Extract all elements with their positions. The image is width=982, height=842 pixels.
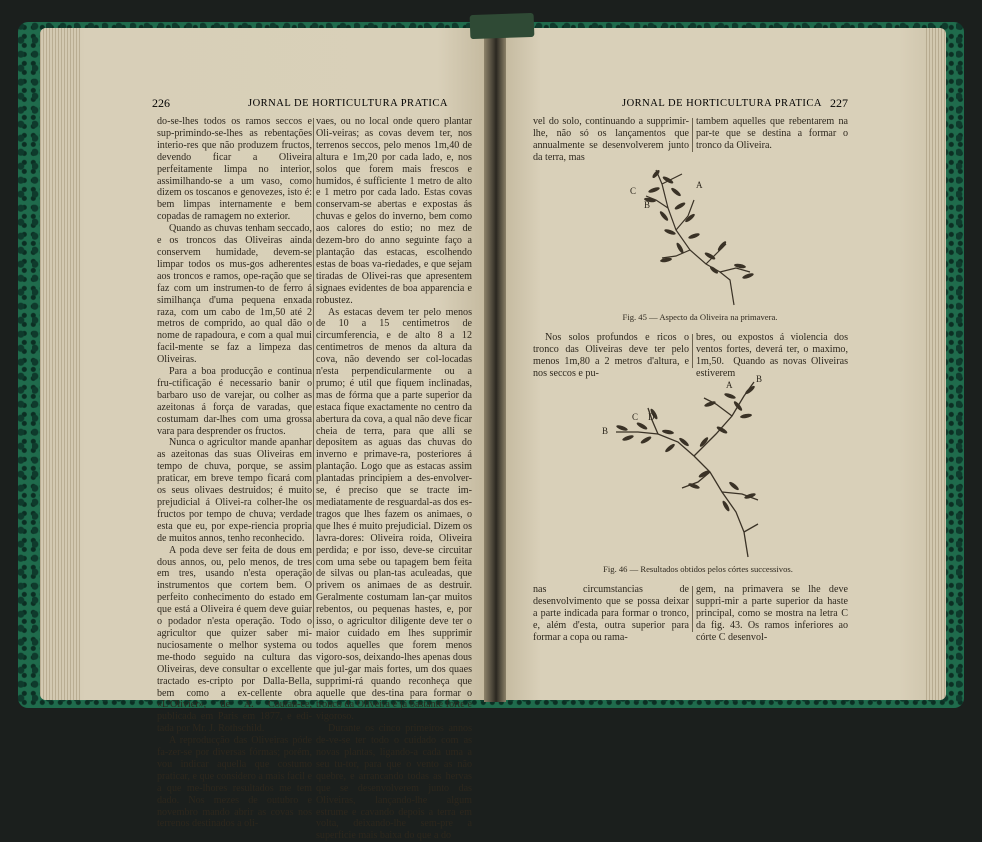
figure-letter: C	[630, 186, 637, 196]
paragraph: gem, na primavera se lhe deve suppri-mir a parte superior da haste principal, como se mostra na letra C da fig. 43. Os ramos inferiores ao córte C desenvol-	[696, 584, 848, 643]
page-number-left: 226	[152, 96, 170, 110]
figure-letter: C	[632, 412, 639, 422]
paragraph: Durante os cinco primeiros annos de-ve-se ter todo o cuidado com as novas plantas, ligando-a cada uma a seu tu-tor, para que o vento as não quebre, e arrancando todas as hervas que se desenvolverem junto das Oliveiras, lançando-lhe algum estrume e cavando depois a terra em volta, deixando-lhe sem-pre a superficie mais baixa do que a do	[316, 723, 472, 842]
paragraph: vaes, ou no local onde quero plantar Oli-veiras; as covas devem ter, nos terrenos seccos, pelo menos 1m,40 de altura e 1m,20 por cada lado, e, nos solos que forem mais frescos e humidos, é sufficiente 1 metro de alto e 1 metro por cada lado. Estas covas conservam-se abertas e expostas ás chuvas e gelos do inverno, bem como aos calores do estio; no mez de dezem-bro do anno seguinte faço a plantação das estacas, escolhendo estas de boas va-riedades, e que sejam tiradas de Olivei-ras que apresentem signaes evidentes de boa apparencia e robustez.	[316, 116, 472, 306]
left-column-1	[157, 116, 312, 830]
paragraph: A poda deve ser feita de dous em dous annos, ou, pelo menos, de tres em tres, usando n'esta operação instrumentos que cortem bem. O perfeito conhecimento do estado em que está a Oliveira é quem deve guiar o podador n'esta operação. Todo o agricultor que quizer saber mi-nuciosamente o melhor systema ou me-thodo seguido na cultura das Oliveiras, deve consultar o excellente tractado es-cripto por Dalla-Bella, bem como a ex-cellente obra «L'Olivier», de A. Coutan-ce, publicada em Paris em 1877, e edi-tada por Mr. J. Rothschild.	[157, 544, 312, 735]
figure-letter: B	[756, 374, 763, 384]
bookmark-ribbon	[470, 13, 535, 39]
page-number-right: 227	[830, 96, 848, 110]
column-divider	[692, 118, 693, 152]
figure-letter: B	[602, 426, 609, 436]
right-bottom-column-2	[696, 584, 848, 644]
right-top-column-1	[533, 116, 689, 164]
running-header-left: JORNAL DE HORTICULTURA PRATICA	[248, 98, 448, 109]
paragraph: vel do solo, continuando a supprimir-lhe, não só os lançamentos que annualmente se desenvolverem junto da terra, mas	[533, 116, 689, 163]
paragraph: As estacas devem ter pelo menos de 10 a 15 centimetros de circumferencia, e de alto 8 a 12 centimetros de menos da altura da cova, não devendo ser col-locadas n'esta perpendicularmente ou a prumo; é util que fiquem inclinadas, mas de fórma que a parte superior da estaca fique exactamente no centro da abertura da cova, a qual não deve ficar cheia de terra, para que alli se depositem as aguas das chuvas do inverno e primave-ra, posteriores á plantação. Logo que as estacas assim plantadas principiem a des-envolver-se, é preciso que se tracte im-mediatamente de resguardal-as dos es-tragos que lhes fazem os animaes, o que lhes é muito prejudicial. Dizem os lavra-dores: Oliveira roida, Oliveira perdida; e por isso, deve-se circuitar com uma sebe ou tapagem bem feita de silvas ou plan-tas aculeadas, que privem os animaes de as destruir. Geralmente costumam lan-çar muitos rebentos, ou pequenas hastes, e, por isso, o agricultor diligente deve ter o maior cuidado em lhes supprimir todos aquelles que forem menos vigoro-sos, deixando-lhes apenas dous que jul-gar mais fortes, um dos quaes supprimi-rá quando reconheça que aquelle que des-tina para formar o tronco da Oliveira é já bastante forte e vigoroso.	[316, 306, 472, 723]
figure-letter: A	[726, 380, 733, 390]
paragraph: do-se-lhes todos os ramos seccos e sup-primindo-se-lhes as rebentações interio-res que não produzem fructos, devendo ficar a Oliveira perfeitamente limpa no interior, assimilhando-se a um vaso, como dizem os toscanos e genovezes, isto é: bem limpas internamente e bem copadas de ramagem no exterior.	[157, 116, 312, 223]
paragraph: Quando as chuvas tenham seccado, e os troncos das Oliveiras ainda conservem humidade, devem-se limpar todos os mus-gos adherentes aos troncos e ramos, ope-ração que se faz com um instrumen-to de ferro á similhança d'uma pequena enxada raza, com um cabo de 1m,50 até 2 metros de comprido, ao qual dão o nome de rapadoura, e com a qual mui facil-mente se faz a limpeza das Oliveiras.	[157, 223, 312, 366]
right-bottom-column-1	[533, 584, 689, 644]
paragraph: Nos solos profundos e ricos o tronco das Oliveiras deve ter pelo menos 1m,80 a 2 metros d'altura, e nos seccos e pu-	[533, 332, 689, 379]
column-divider	[692, 334, 693, 368]
paragraph: Para a boa producção e continua fru-ctificação é necessario banir o barbaro uso de varejar, ou colher as azeitonas á força de varadas, que costumam dar-lhes com uma grossa vara para desprender os fructos.	[157, 366, 312, 437]
figure-letter: A	[696, 180, 703, 190]
paragraph: Nunca o agricultor mande apanhar as azeitonas das suas Oliveiras em tempo de chuva, porque, se assim praticar, em breve tempo ficará com os seus olivaes destruidos; é muito prejudicial á Olivei-ra colher-lhe os fructos por tempo de chuva; verdade esta que eu, por expe-riencia propria de muitos annos, tenho reconhecido.	[157, 437, 312, 544]
running-header-right: JORNAL DE HORTICULTURA PRATICA	[622, 98, 822, 109]
figure-letter: B	[644, 200, 651, 210]
figure-46-caption: Fig. 46 — Resultados obtidos pelos córtes successivos.	[603, 564, 793, 574]
paragraph: bres, ou expostos á violencia dos ventos fortes, deverá ter, o maximo, 1m,50. Quando as novas Oliveiras estiverem	[696, 332, 848, 379]
right-top-column-2	[696, 116, 848, 152]
paragraph: A reproducção das Oliveiras póde fa-zer-se por diversas fórmas; porém, vou indicar aquella que costumo praticar, e que considero a mais facil e a que me-lhores resultados me tem dado. Nos mezes de outubro e novembro mando abrir as covas nos terrenos destinados a oli-	[157, 735, 312, 830]
column-divider	[692, 586, 693, 632]
page-edges-right	[926, 28, 946, 700]
paragraph: nas circumstancias de desenvolvimento que se possa deixar a parte indicada para formar o tronco, e, além d'esta, outra superior para formar a copa ou rama-	[533, 584, 689, 643]
left-column-2	[316, 116, 472, 842]
paragraph: tambem aquelles que rebentarem na par-te que se destina a formar o tronco da Oliveira.	[696, 116, 848, 151]
figure-45-caption: Fig. 45 — Aspecto da Oliveira na primavera.	[622, 312, 778, 322]
olive-branch-illustration-fig46	[598, 372, 788, 562]
book-gutter	[484, 22, 506, 702]
page-edges-left	[40, 28, 80, 700]
column-divider	[313, 118, 314, 628]
olive-branch-illustration-fig45	[610, 160, 780, 310]
figure-letter: D	[648, 412, 655, 422]
